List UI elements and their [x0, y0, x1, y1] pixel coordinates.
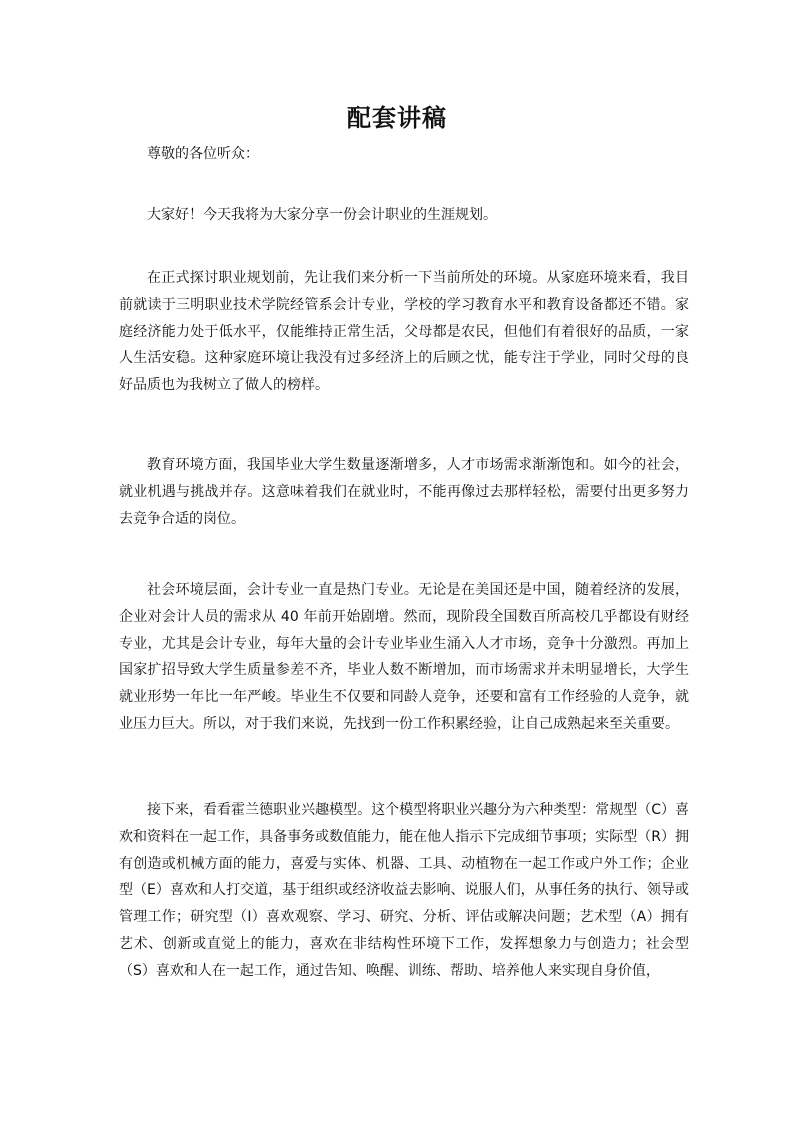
document-title: 配套讲稿: [347, 103, 447, 132]
paragraph-education-environment: 教育环境方面，我国毕业大学生数量逐渐增多，人才市场需求渐渐饱和。如今的社会，就业机遇与挑战并存。这意味着我们在就业时，不能再像过去那样轻松，需要付出更多努力去竞争合适的岗位。: [119, 457, 689, 527]
paragraph-family-environment: 在正式探讨职业规划前，先让我们来分析一下当前所处的环境。从家庭环境来看，我目前就读于三明职业技术学院经管系会计专业，学校的学习教育水平和教育设备都还不错。家庭经济能力处于低水平，仅能维持正常生活，父母都是农民，但他们有着很好的品质，一家人生活安稳。这种家庭环境让我没有过多经济上的后顾之忧，能专注于学业，同时父母的良好品质也为我树立了做人的榜样。: [119, 270, 689, 394]
greeting-line: 尊敬的各位听众：: [147, 146, 259, 162]
paragraph-holland-model: 接下来，看看霍兰德职业兴趣模型。这个模型将职业兴趣分为六种类型：常规型（C）喜欢和资料在一起工作，具备事务或数值能力，能在他人指示下完成细节事项；实际型（R）拥有创造或机械方面的能力，喜爱与实体、机器、工具、动植物在一起工作或户外工作；企业型（E）喜欢和人打交道，基于组织或经济收益去影响、说服人们，从事任务的执行、领导或管理工作；研究型（I）喜欢观察、学习、研究、分析、评估或解决问题；艺术型（A）拥有艺术、创新或直觉上的能力，喜欢在非结构性环境下工作，发挥想象力与创造力；社会型（S）喜欢和人在一起工作，通过告知、唤醒、训练、帮助、培养他人来实现自身价值，: [119, 802, 689, 979]
paragraph-social-environment: 社会环境层面，会计专业一直是热门专业。无论是在美国还是中国，随着经济的发展，企业对会计人员的需求从 40 年前开始剧增。然而，现阶段全国数百所高校几乎都设有财经专业，尤其是会计专业，每年大量的会计专业毕业生涌入人才市场，竞争十分激烈。再加上国家扩招导致大学生质量参差不齐，毕业人数不断增加，而市场需求并未明显增长，大学生就业形势一年比一年严峻。毕业生不仅要和同龄人竞争，还要和富有工作经验的人竞争，就业压力巨大。所以，对于我们来说，先找到一份工作积累经验，让自己成熟起来至关重要。: [119, 582, 689, 732]
paragraph-intro: 大家好！今天我将为大家分享一份会计职业的生涯规划。: [147, 207, 497, 223]
